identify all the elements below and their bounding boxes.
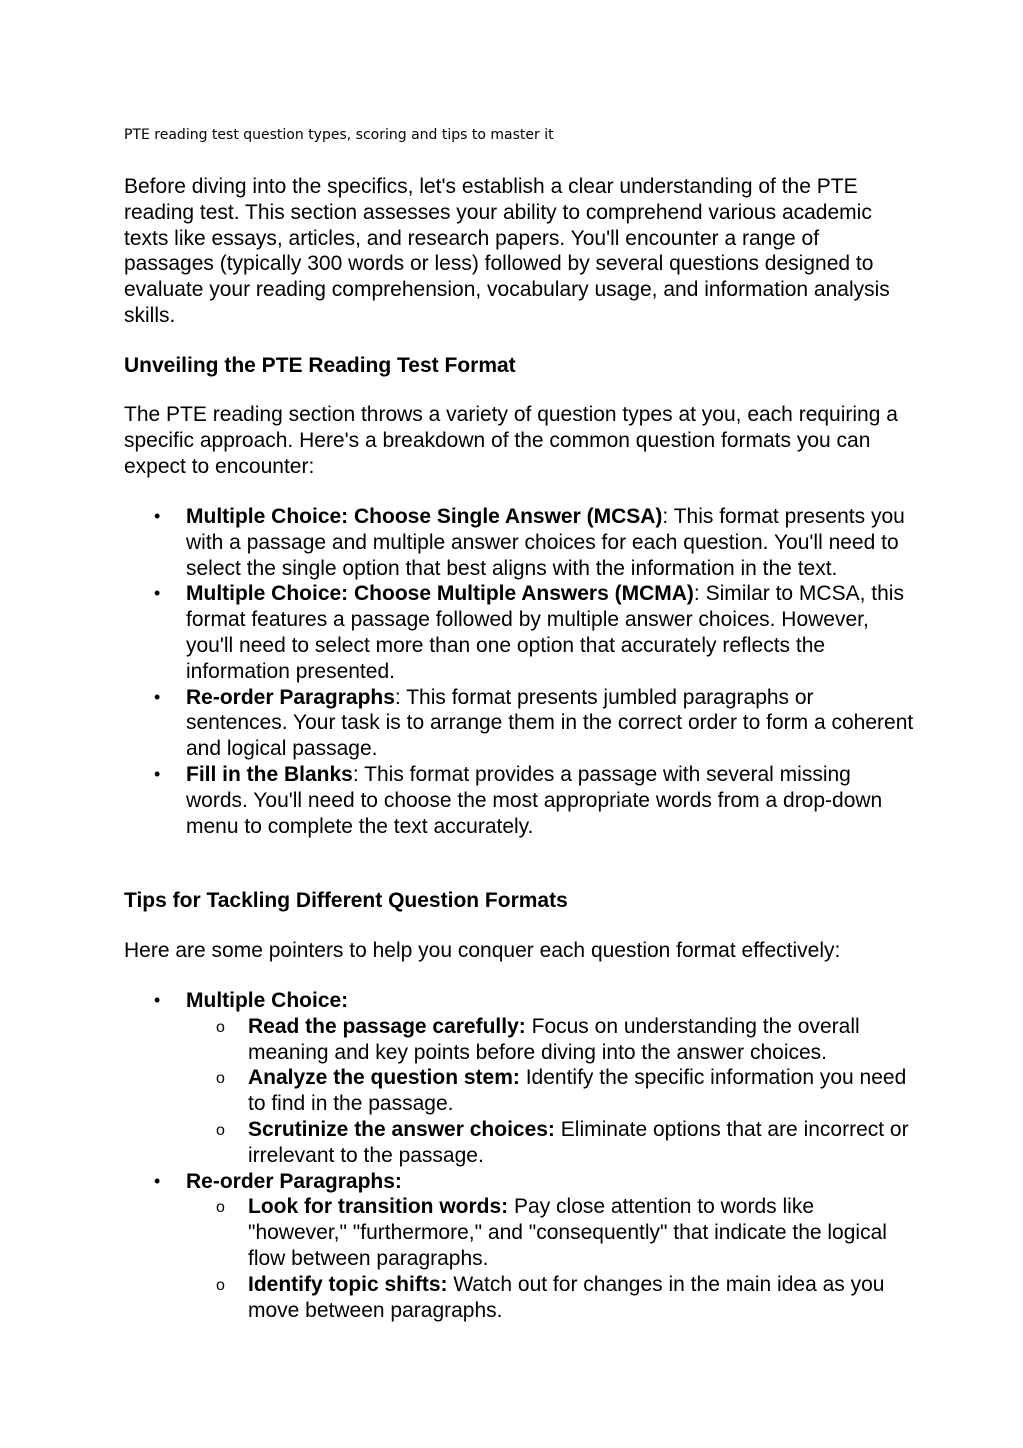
bullet-icon: • bbox=[154, 583, 161, 604]
list-item bbox=[124, 581, 914, 684]
tip-item-title: Scrutinize the answer choices: bbox=[248, 1117, 555, 1141]
circle-bullet-icon: o bbox=[216, 1199, 225, 1217]
circle-bullet-icon: o bbox=[216, 1018, 225, 1036]
document-title: PTE reading test question types, scoring and tips to master it bbox=[124, 127, 554, 143]
circle-bullet-icon: o bbox=[216, 1276, 225, 1294]
tip-item-title: Identify topic shifts: bbox=[248, 1272, 448, 1296]
tip-item bbox=[186, 1194, 914, 1271]
bullet-icon: • bbox=[154, 506, 161, 526]
circle-bullet-icon: o bbox=[216, 1070, 225, 1088]
tip-sublist bbox=[186, 1014, 914, 1169]
tip-item bbox=[186, 1065, 914, 1117]
tip-item-text: Eliminate options that are incorrect or irrelevant to the passage. bbox=[248, 1117, 909, 1167]
tip-item bbox=[186, 1117, 914, 1169]
tip-group bbox=[124, 988, 914, 1169]
list-item-title: Re-order Paragraphs bbox=[186, 685, 395, 709]
tip-sublist bbox=[186, 1194, 914, 1323]
tip-item-text: Pay close attention to words like "however," "furthermore," and "consequently" that indicate the logical flow between paragraphs. bbox=[248, 1195, 887, 1270]
list-item-title: Multiple Choice: Choose Multiple Answers (MCMA) bbox=[186, 582, 694, 606]
list-item bbox=[124, 504, 914, 581]
list-item-text: : Similar to MCSA, this format features a passage followed by multiple answer choices. However, you'll need to select more than one option that accurately reflects the information presented. bbox=[186, 582, 904, 683]
bullet-icon: • bbox=[154, 686, 161, 707]
tips-heading: Tips for Tackling Different Question Formats bbox=[124, 889, 568, 912]
tips-list bbox=[124, 988, 914, 1323]
list-item-text: : This format presents you with a passage and multiple answer choices for each question. You'll need to select the single option that best aligns with the information in the text. bbox=[186, 505, 905, 580]
tips-intro-paragraph: Here are some pointers to help you conquer each question format effectively: bbox=[124, 939, 841, 962]
format-heading: Unveiling the PTE Reading Test Format bbox=[124, 354, 516, 377]
list-item bbox=[124, 762, 914, 839]
intro-paragraph: Before diving into the specifics, let's establish a clear understanding of the PTE reading test. This section assesses your ability to comprehend various academic texts like essays, articles, and research papers. You'll encounter a range of passages (typically 300 words or less) followed by several questions designed to evaluate your reading comprehension, vocabulary usage, and information analysis skills. bbox=[124, 175, 890, 327]
list-item bbox=[124, 685, 914, 762]
tip-item-title: Analyze the question stem: bbox=[248, 1066, 520, 1090]
tip-item-title: Read the passage carefully: bbox=[248, 1014, 526, 1038]
circle-bullet-icon: o bbox=[216, 1121, 225, 1139]
tip-group-title: Multiple Choice: bbox=[186, 989, 349, 1012]
list-item-text: : This format presents jumbled paragraphs or sentences. Your task is to arrange them in the correct order to form a coherent and logical passage. bbox=[186, 685, 914, 761]
tip-item-title: Look for transition words: bbox=[248, 1195, 509, 1219]
bullet-icon: • bbox=[154, 1170, 161, 1191]
tip-item-text: Identify the specific information you need to find in the passage. bbox=[248, 1066, 907, 1116]
tip-item bbox=[186, 1014, 914, 1066]
tip-item-text: Focus on understanding the overall meaning and key points before diving into the answer choices. bbox=[248, 1014, 860, 1064]
bullet-icon: • bbox=[154, 763, 161, 784]
tip-group bbox=[124, 1169, 914, 1324]
list-item-text: : This format provides a passage with several missing words. You'll need to choose the most appropriate words from a drop-down menu to complete the text accurately. bbox=[186, 762, 883, 838]
format-intro-paragraph: The PTE reading section throws a variety of question types at you, each requiring a specific approach. Here's a breakdown of the common question formats you can expect to encounter: bbox=[124, 403, 898, 478]
format-list bbox=[124, 504, 914, 839]
tip-item bbox=[186, 1272, 914, 1324]
bullet-icon: • bbox=[154, 990, 161, 1010]
list-item-title: Fill in the Blanks bbox=[186, 762, 353, 786]
list-item-title: Multiple Choice: Choose Single Answer (MCSA) bbox=[186, 505, 663, 528]
tip-group-title: Re-order Paragraphs: bbox=[186, 1169, 402, 1193]
tip-item-text: Watch out for changes in the main idea as you move between paragraphs. bbox=[248, 1272, 885, 1322]
